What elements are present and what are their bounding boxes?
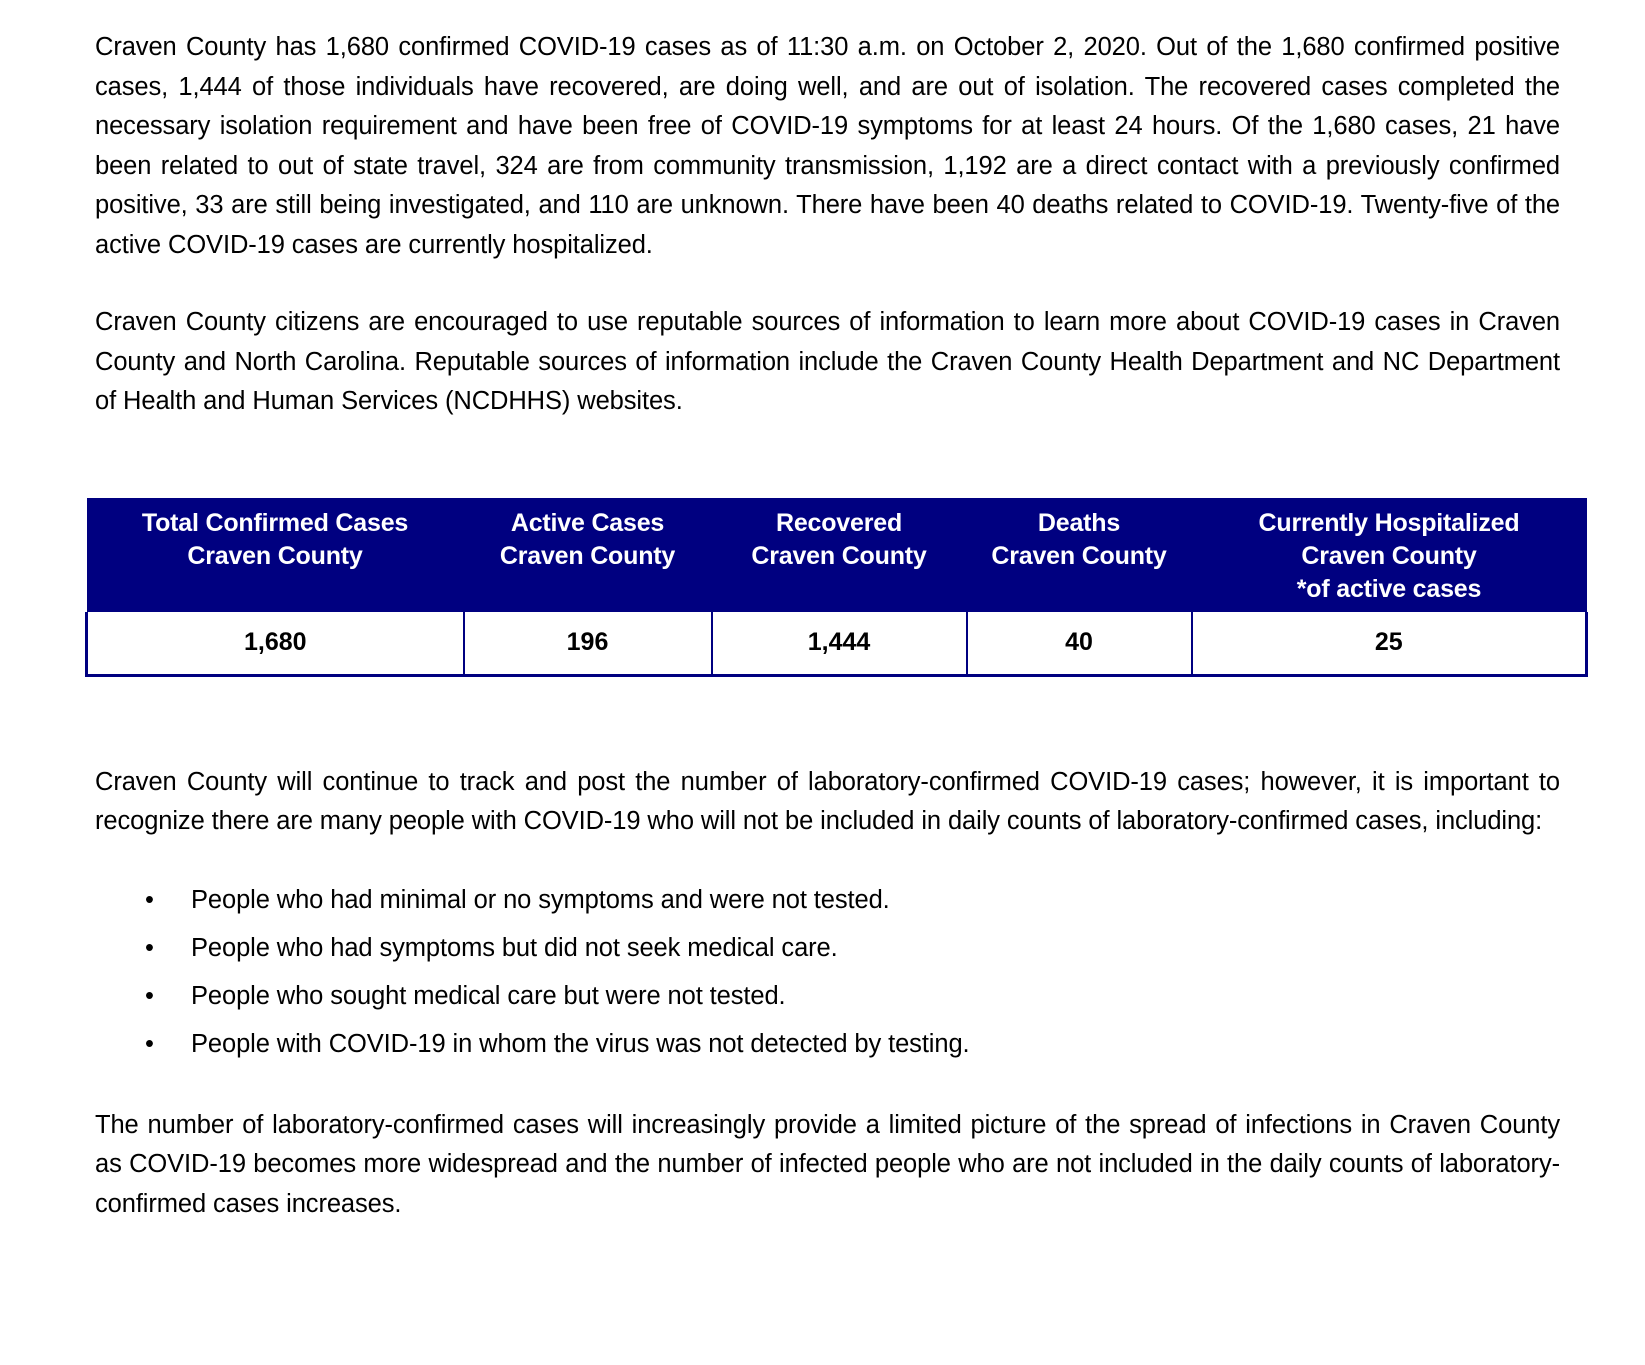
value-recovered: 1,444: [712, 612, 967, 676]
value-active-cases: 196: [464, 612, 712, 676]
header-line-2: Craven County: [187, 541, 363, 570]
paragraph-spacer: [95, 265, 1560, 303]
value-deaths: 40: [967, 612, 1192, 676]
header-line-1: Total Confirmed Cases: [141, 508, 409, 537]
stats-table-head: [87, 498, 1587, 612]
bullet-icon: •: [145, 1029, 154, 1058]
paragraph-intro: Craven County has 1,680 confirmed COVID-19 cases as of 11:30 a.m. on October 2, 2020. Out of the 1,680 confirmed positive cases, 1,444 of those individuals have recovered, are doing well, and are out of isolation. The recovered cases completed the necessary isolation requirement and have been free of COVID-19 symptoms for at least 24 hours. Of the 1,680 cases, 21 have been related to out of state travel, 324 are from community transmission, 1,192 are a direct contact with a previously confirmed positive, 33 are still being investigated, and 110 are unknown. There have been 40 deaths related to COVID-19. Twenty-five of the active COVID-19 cases are currently hospitalized.: [95, 33, 1560, 259]
list-item-label: People with COVID-19 in whom the virus was not detected by testing.: [191, 1029, 970, 1058]
column-header-currently-hospitalized: [1192, 498, 1587, 612]
list-item-label: People who had symptoms but did not seek medical care.: [191, 933, 838, 962]
value-currently-hospitalized: 25: [1192, 612, 1587, 676]
header-line-3: *of active cases: [1296, 574, 1482, 603]
paragraph-tracking: Craven County will continue to track and post the number of laboratory-confirmed COVID-19 cases; however, it is important to recognize there are many people with COVID-19 who will not be included in daily counts of laboratory-confirmed cases, including:: [95, 767, 1560, 835]
header-line-2: Craven County: [991, 541, 1167, 570]
header-line-1: Active Cases: [510, 508, 665, 537]
list-item-label: People who sought medical care but were not tested.: [191, 981, 786, 1010]
stats-table-container: [85, 498, 1585, 677]
covid-stats-table: [85, 498, 1588, 677]
bullet-icon: •: [145, 981, 154, 1010]
header-line-1: Deaths: [1037, 508, 1121, 537]
column-header-total-confirmed-cases: [87, 498, 464, 612]
header-line-2: Craven County: [1301, 541, 1477, 570]
table-bottom-spacer: [95, 677, 1560, 763]
column-header-active-cases: [464, 498, 712, 612]
header-line-2: Craven County: [499, 541, 676, 570]
bullet-icon: •: [145, 885, 154, 914]
list-top-spacer: [95, 842, 1560, 880]
paragraph-sources: Craven County citizens are encouraged to use reputable sources of information to learn more about COVID-19 cases in Craven County and North Carolina. Reputable sources of information include the Craven County Health Department and NC Department of Health and Human Services (NCDHHS) websites.: [95, 308, 1560, 415]
bullet-icon: •: [145, 933, 154, 962]
list-item: [95, 928, 1560, 968]
list-item: [95, 976, 1560, 1016]
value-total-confirmed-cases: 1,680: [87, 612, 464, 676]
exclusion-bullet-list: [95, 880, 1560, 1064]
list-item-label: People who had minimal or no symptoms and were not tested.: [191, 885, 890, 914]
table-row: [87, 612, 1587, 676]
column-header-recovered: [712, 498, 967, 612]
stats-table-body: [87, 612, 1587, 676]
stats-table-header-row: [87, 498, 1587, 612]
header-line-1: Recovered: [775, 508, 903, 537]
list-item: [95, 880, 1560, 920]
list-bottom-spacer: [95, 1072, 1560, 1106]
header-line-2: Craven County: [751, 541, 927, 570]
header-line-1: Currently Hospitalized: [1258, 508, 1520, 537]
list-item: [95, 1024, 1560, 1064]
paragraph-closing: The number of laboratory-confirmed cases will increasingly provide a limited picture of the spread of infections in Craven County as COVID-19 becomes more widespread and the number of infected people who are not included in the daily counts of laboratory-confirmed cases increases.: [95, 1110, 1560, 1218]
column-header-deaths: [967, 498, 1192, 612]
